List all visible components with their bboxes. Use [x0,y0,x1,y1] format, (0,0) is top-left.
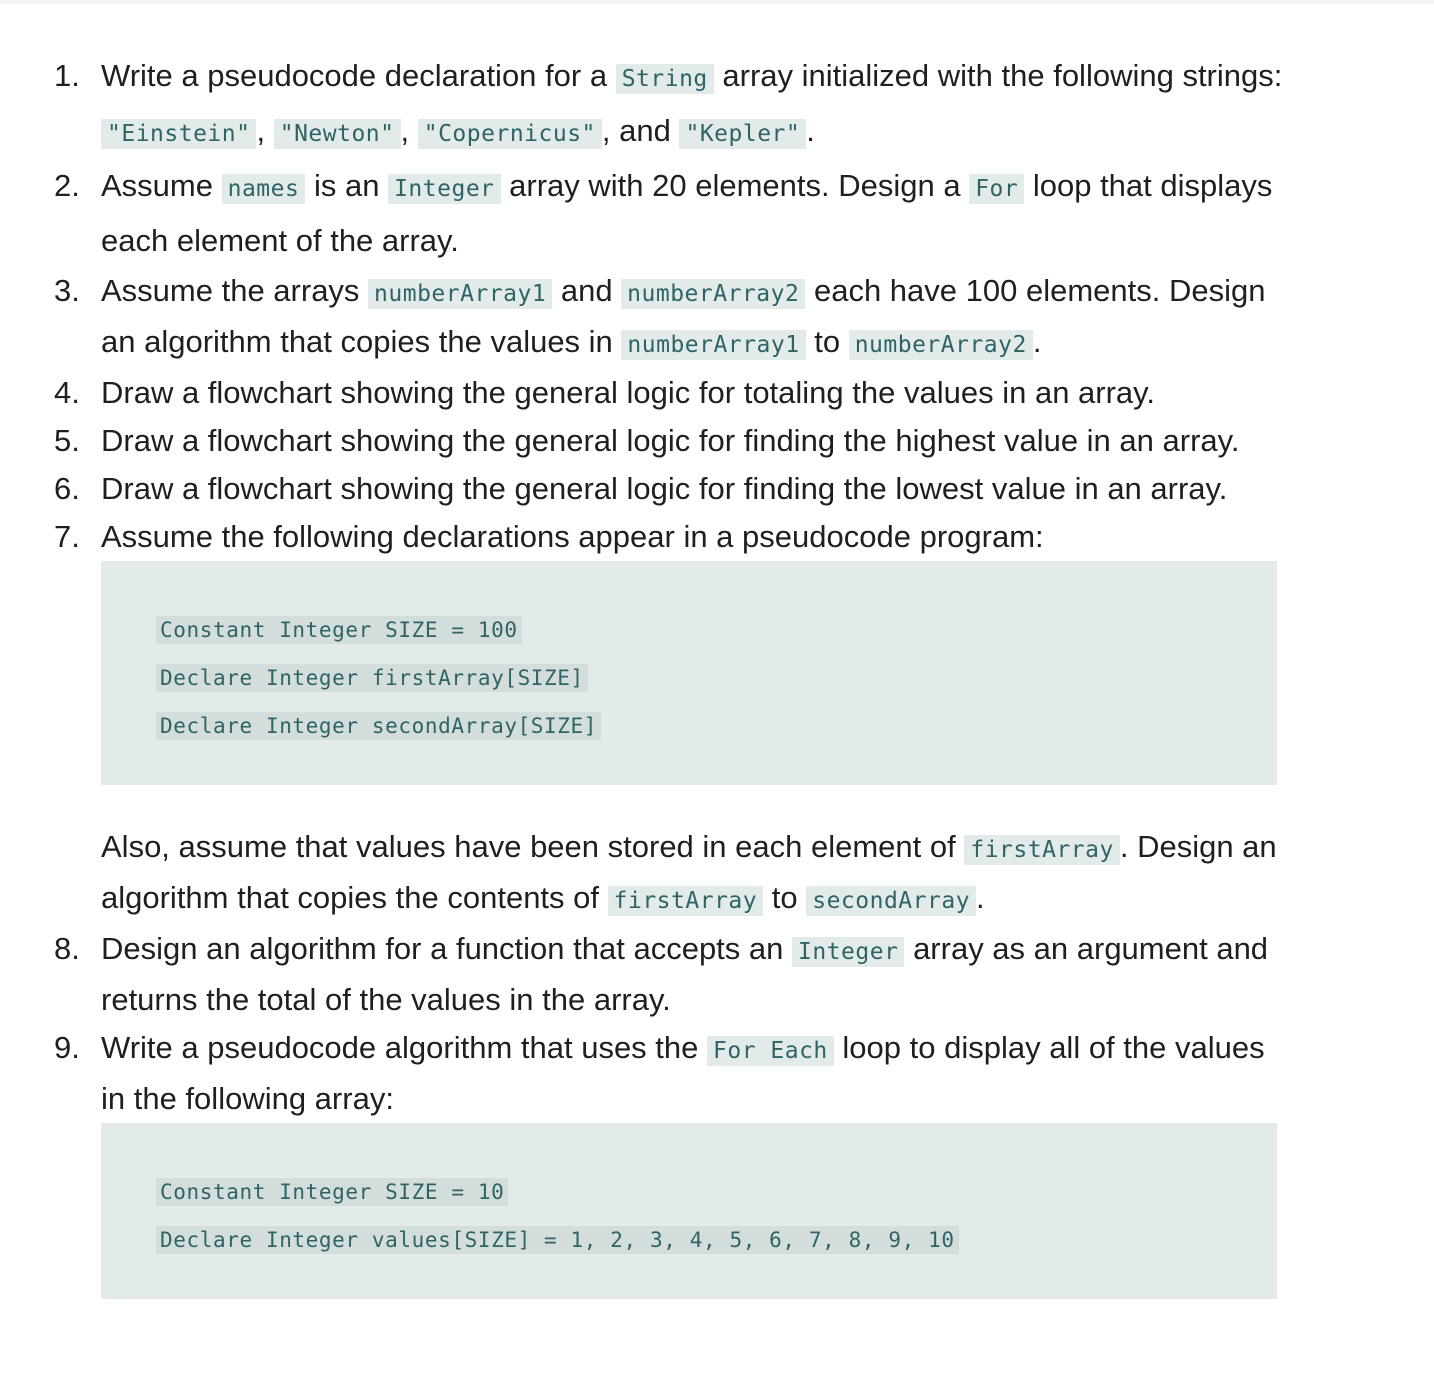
inline-code: Integer [792,937,904,967]
review-questions-list [0,50,1291,1299]
question-text: Assume the following declarations appear in a pseudocode program: [101,519,1044,554]
question-text: Draw a flowchart showing the general logic for finding the lowest value in an array. [101,471,1228,506]
question-text: array initialized with the following strings: [713,58,1283,93]
code-block [101,561,1277,785]
question-item [54,465,1291,513]
inline-code: Integer [388,174,500,204]
question-text: loop to display all of the values in the following array: [101,1030,1265,1116]
inline-code: "Newton" [274,119,401,149]
inline-code: For Each [707,1036,834,1066]
inline-code: numberArray1 [621,330,805,360]
inline-code: numberArray2 [849,330,1033,360]
inline-code: firstArray [964,835,1119,865]
inline-code: names [222,174,306,204]
question-number: 7. [54,519,80,554]
question-number: 5. [54,423,80,458]
question-number: 1. [54,58,80,93]
question-text: Write a pseudocode declaration for a [101,58,616,93]
question-text: . [976,880,985,915]
question-number: 8. [54,931,80,966]
question-item [54,160,1291,267]
question-item [54,417,1291,465]
code-line: Declare Integer values[SIZE] = 1, 2, 3, 4, 5, 6, 7, 8, 9, 10 [156,1216,1277,1264]
inline-code: secondArray [806,886,976,916]
code-line: Declare Integer firstArray[SIZE] [156,654,1277,702]
code-block [101,1123,1277,1299]
question-text: . Design an algorithm that copies the contents of [101,829,1277,915]
question-text: Draw a flowchart showing the general logic for finding the highest value in an array. [101,423,1240,458]
question-text: loop that displays each element of the array. [101,168,1273,258]
inline-code: numberArray2 [621,279,805,309]
question-item [54,513,1291,925]
question-item [54,267,1291,369]
question-text: array as an argument and returns the total of the values in the array. [101,931,1269,1017]
question-text: , and [601,113,680,148]
inline-code: "Einstein" [101,119,256,149]
question-text: each have 100 elements. Design an algorithm that copies the values in [101,273,1266,359]
code-line: Constant Integer SIZE = 100 [156,606,1277,654]
inline-code: numberArray1 [368,279,552,309]
question-text: . [1032,324,1042,359]
question-text: . [806,113,815,148]
question-text: is an [305,168,389,203]
inline-code: String [616,64,714,94]
question-number: 3. [54,273,80,308]
question-text: Design an algorithm for a function that accepts an [101,931,793,966]
code-line: Constant Integer SIZE = 10 [156,1168,1277,1216]
question-item [54,925,1291,1024]
question-text: Also, assume that values have been stored in each element of [101,829,965,864]
question-item [54,1024,1291,1299]
question-item [54,369,1291,417]
question-text: , [256,113,274,148]
inline-code: "Kepler" [679,119,806,149]
inline-code: "Copernicus" [418,119,602,149]
question-text: Write a pseudocode algorithm that uses the [101,1030,707,1065]
inline-code: For [969,174,1024,204]
question-item [54,50,1291,160]
question-number: 4. [54,375,80,410]
question-text: Draw a flowchart showing the general logic for totaling the values in an array. [101,375,1155,410]
inline-code: firstArray [608,886,763,916]
question-text: array with 20 elements. Design a [500,168,970,203]
question-number: 6. [54,471,80,506]
question-text: Assume [101,168,222,203]
code-line: Declare Integer secondArray[SIZE] [156,702,1277,750]
question-number: 9. [54,1030,80,1065]
question-continuation [101,823,1291,925]
question-text: , [400,113,418,148]
question-number: 2. [54,168,80,203]
top-divider [0,0,1434,4]
question-text: and [552,273,622,308]
question-text: to [805,324,849,359]
question-text: Assume the arrays [101,273,369,308]
question-text: to [763,880,807,915]
